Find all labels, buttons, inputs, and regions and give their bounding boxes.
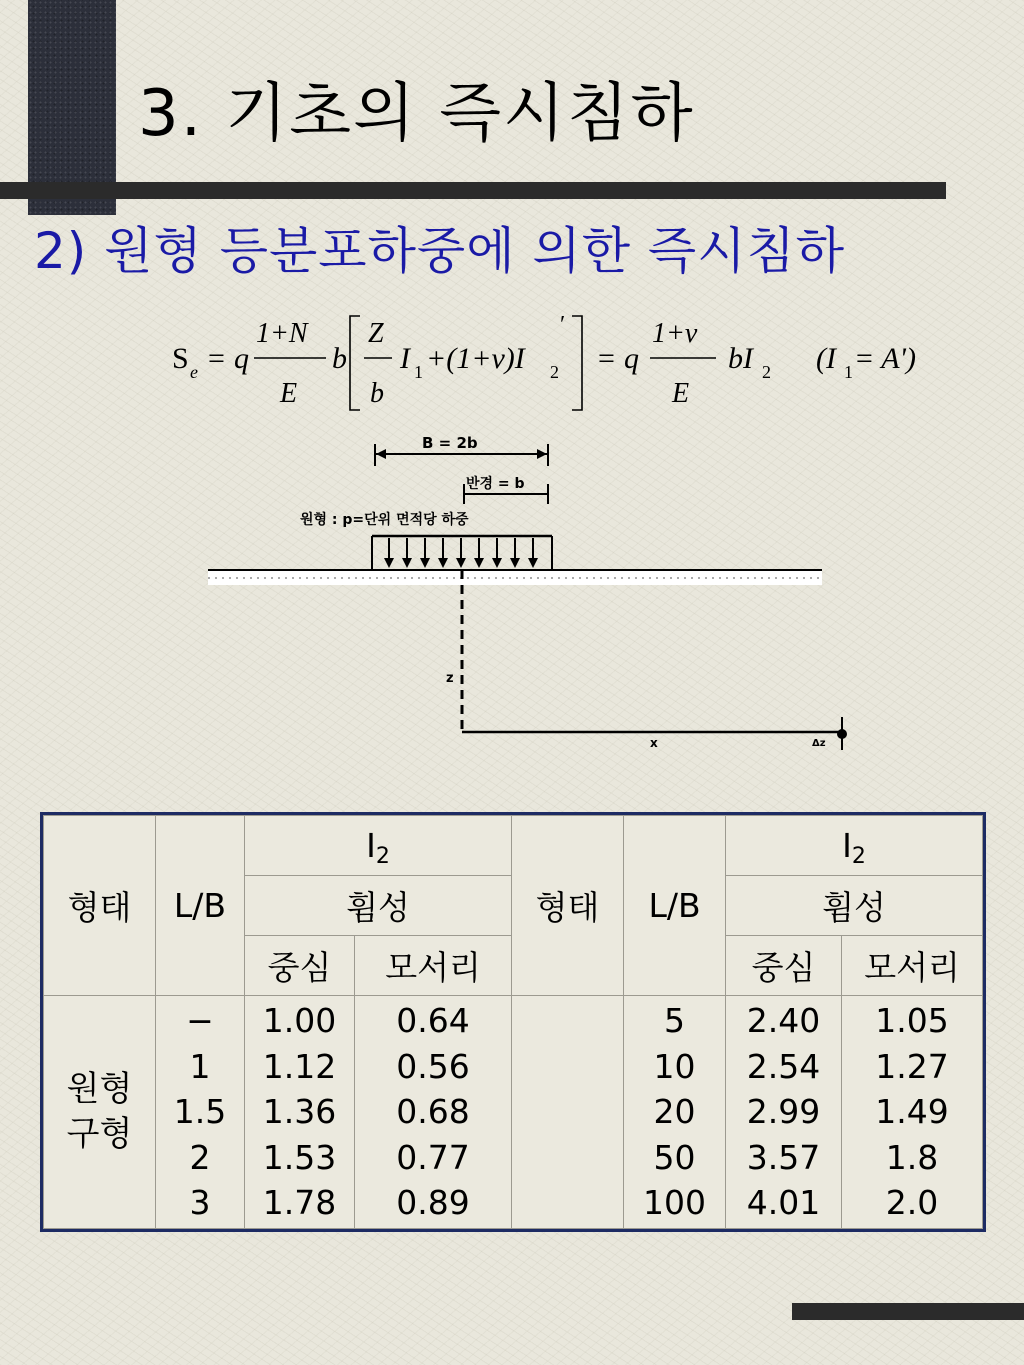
table-cell: 0.77 bbox=[396, 1137, 470, 1177]
center-column-right bbox=[726, 996, 842, 1229]
table-cell: 2 bbox=[189, 1137, 211, 1177]
formula-q-1: q bbox=[234, 342, 249, 375]
table-cell: 1.00 bbox=[262, 1001, 337, 1041]
dim-arrow-right bbox=[537, 449, 547, 459]
formula-plus-term: +(1+ν)I bbox=[426, 342, 525, 375]
corner-column-right bbox=[842, 996, 983, 1229]
page-title: 3. 기초의 즉시침하 bbox=[138, 77, 695, 151]
table-cell: 1.12 bbox=[262, 1046, 337, 1086]
influence-factor-table bbox=[40, 812, 986, 1232]
table-cell: 0.56 bbox=[396, 1046, 470, 1086]
table-cell: 1.5 bbox=[173, 1092, 227, 1132]
title-underline-bar bbox=[0, 182, 946, 199]
formula-q-2: q bbox=[624, 342, 639, 375]
table-cell: 1.53 bbox=[262, 1137, 337, 1177]
table-cell: 1.78 bbox=[262, 1183, 337, 1223]
formula-note-sub: 1 bbox=[844, 362, 853, 382]
table-cell: 3 bbox=[189, 1183, 211, 1223]
footer-bar bbox=[792, 1303, 1024, 1320]
table-cell: 100 bbox=[643, 1183, 707, 1223]
shape-rect-label: 구형 bbox=[66, 1114, 133, 1154]
formula-note-rest: = A') bbox=[854, 342, 916, 375]
dim-radius-label: 반경 = b bbox=[466, 476, 525, 492]
header-i2-right bbox=[726, 816, 983, 876]
lb-column-left bbox=[156, 996, 245, 1229]
formula-I2-sub: 2 bbox=[550, 362, 559, 382]
table-cell: 4.01 bbox=[746, 1183, 821, 1223]
table-cell: 10 bbox=[653, 1046, 696, 1086]
header-i2-left bbox=[245, 816, 512, 876]
table-cell: 3.57 bbox=[746, 1137, 821, 1177]
formula-bI: bI bbox=[728, 342, 753, 375]
header-flexible-left: 휨성 bbox=[245, 876, 512, 936]
header-i2-right-symbol: I bbox=[842, 826, 852, 865]
formula-frac1-num: 1+N bbox=[256, 318, 308, 349]
dim-width-label: B = 2b bbox=[422, 434, 478, 452]
table-cell: 50 bbox=[653, 1137, 696, 1177]
formula-inner-num: Z bbox=[368, 318, 384, 349]
lb-column-right bbox=[624, 996, 726, 1229]
dim-arrow-left bbox=[376, 449, 386, 459]
formula-lhs: S bbox=[172, 342, 189, 375]
section-subtitle: 2) 원형 등분포하중에 의한 즉시침하 bbox=[34, 222, 846, 280]
table-cell: 0.89 bbox=[396, 1183, 470, 1223]
formula-eq-2: = bbox=[598, 342, 615, 375]
center-column-left bbox=[245, 996, 355, 1229]
header-lb-right: L/B bbox=[624, 816, 726, 996]
circular-load-diagram bbox=[200, 432, 900, 762]
formula-prime: ′ bbox=[560, 312, 566, 338]
formula-inner-den: b bbox=[370, 378, 384, 409]
load-label: 원형 : p=단위 면적당 하중 bbox=[300, 512, 469, 528]
table-cell: 1.27 bbox=[875, 1046, 949, 1086]
header-shape-left: 형태 bbox=[44, 816, 156, 996]
header-center-left: 중심 bbox=[245, 936, 355, 996]
formula-bI-sub: 2 bbox=[762, 362, 771, 382]
table-cell: 1.05 bbox=[875, 1001, 949, 1041]
table-cell: 2.40 bbox=[746, 1001, 821, 1041]
header-flexible-right: 휨성 bbox=[726, 876, 983, 936]
table-cell: 1.36 bbox=[262, 1092, 337, 1132]
x-axis-label: x bbox=[650, 736, 658, 750]
header-i2-left-sub: 2 bbox=[375, 844, 390, 869]
table-cell: 5 bbox=[664, 1001, 686, 1041]
header-corner-right: 모서리 bbox=[842, 936, 983, 996]
settlement-formula bbox=[168, 302, 968, 422]
load-arrows bbox=[384, 538, 538, 568]
table-cell: − bbox=[186, 1001, 214, 1041]
z-axis-label: z bbox=[446, 671, 454, 686]
corner-column-left bbox=[355, 996, 512, 1229]
header-shape-right: 형태 bbox=[512, 816, 624, 996]
formula-frac2-den: E bbox=[672, 378, 690, 409]
formula-I1: I bbox=[400, 342, 410, 375]
formula-frac2-num: 1+ν bbox=[652, 318, 698, 349]
point-label: Δz bbox=[812, 738, 826, 749]
i2-table bbox=[43, 815, 983, 1229]
shape-circle-label: 원형 bbox=[66, 1069, 133, 1109]
point-marker bbox=[837, 729, 847, 739]
formula-frac1-den: E bbox=[280, 378, 298, 409]
table-cell: 2.54 bbox=[746, 1046, 821, 1086]
table-cell: 0.68 bbox=[396, 1092, 470, 1132]
shape-cell-left bbox=[44, 996, 156, 1229]
header-i2-right-sub: 2 bbox=[851, 844, 866, 869]
formula-eq-1: = bbox=[208, 342, 225, 375]
table-cell: 2.99 bbox=[746, 1092, 821, 1132]
table-cell: 2.0 bbox=[885, 1183, 939, 1223]
formula-left-bracket bbox=[350, 316, 360, 410]
formula-note: (I bbox=[816, 342, 836, 375]
table-cell: 1 bbox=[189, 1046, 211, 1086]
header-corner-left: 모서리 bbox=[355, 936, 512, 996]
formula-lhs-sub: e bbox=[190, 362, 198, 382]
formula-I1-sub: 1 bbox=[414, 362, 423, 382]
table-cell: 1.8 bbox=[885, 1137, 939, 1177]
table-cell: 0.64 bbox=[396, 1001, 470, 1041]
formula-b-1: b bbox=[332, 342, 347, 375]
shape-cell-right bbox=[512, 996, 624, 1229]
formula-right-bracket bbox=[572, 316, 582, 410]
header-i2-left-symbol: I bbox=[366, 826, 376, 865]
header-lb-left: L/B bbox=[156, 816, 245, 996]
table-cell: 20 bbox=[653, 1092, 696, 1132]
header-center-right: 중심 bbox=[726, 936, 842, 996]
table-cell: 1.49 bbox=[875, 1092, 949, 1132]
